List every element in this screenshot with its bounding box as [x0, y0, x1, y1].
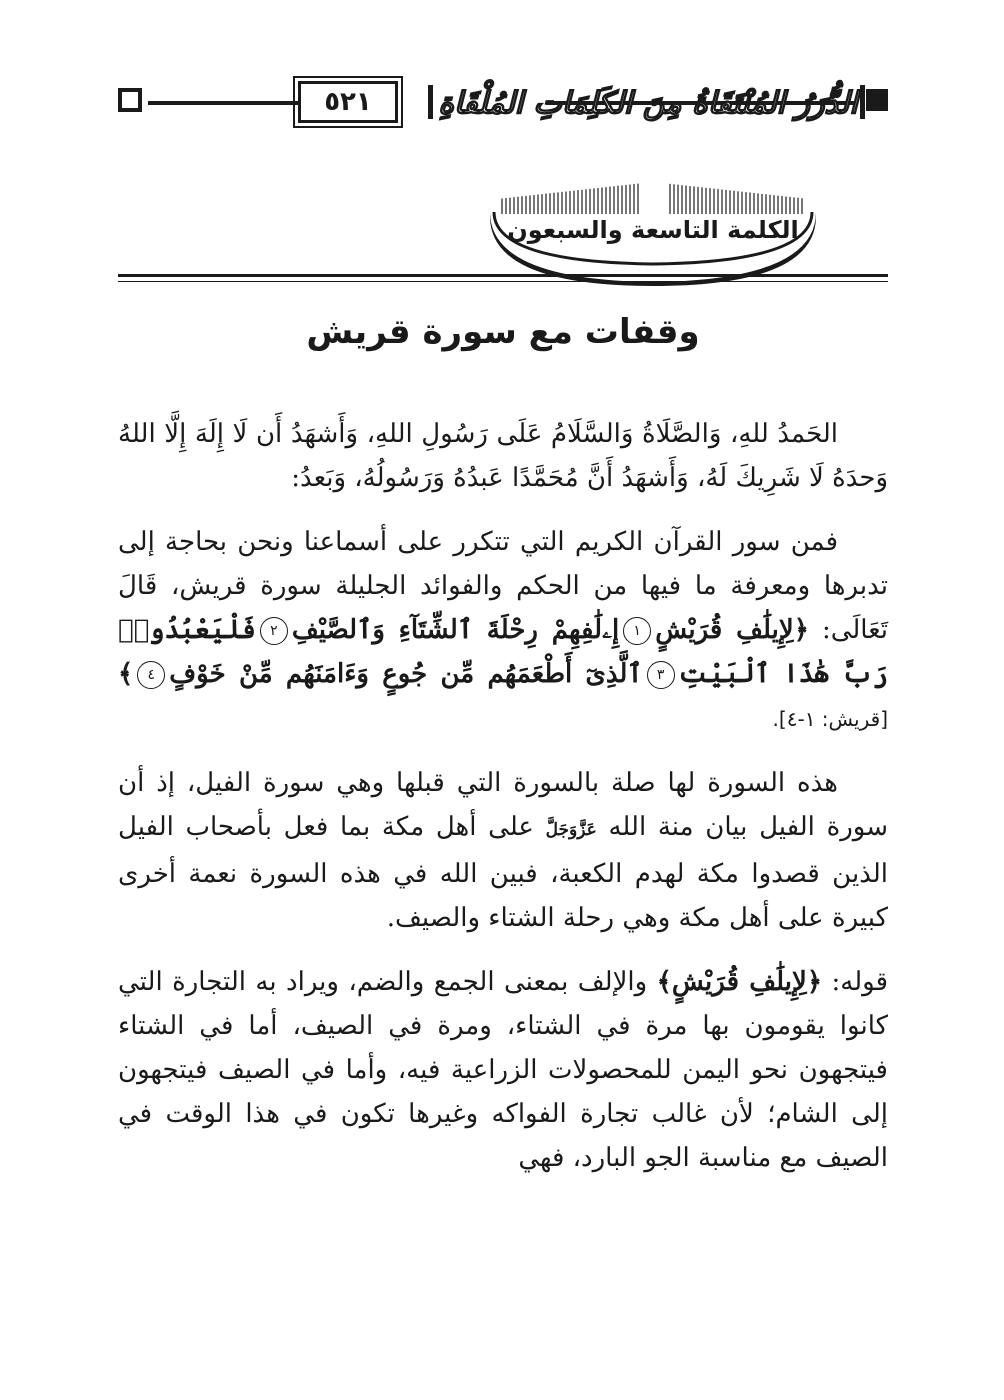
verse-number-marker: ٤ [137, 661, 165, 689]
chapter-label: الكلمة التاسعة والسبعون [507, 216, 799, 244]
verse-number-marker: ٢ [260, 617, 288, 645]
verse-text: إِۦلَٰفِهِمْ رِحْلَةَ ٱلشِّتَآءِ وَٱلصَّيْفِ [291, 615, 620, 645]
opening-praise-text: الحَمدُ للهِ، وَالصَّلَاةُ وَالسَّلَامُ عَلَى رَسُولِ اللهِ، وَأَشهَدُ أَن لَا إِلَهَ إِلَّا اللهُ وَحدَهُ لَا شَرِيكَ لَهُ، وَأَشهَدُ أَنَّ مُحَمَّدًا عَبدُهُ وَرَسُولُهُ، وَبَعدُ: [118, 419, 888, 493]
verse-number-marker: ١ [623, 617, 651, 645]
explanation-lead: قوله: [831, 967, 889, 997]
paragraph-explanation [118, 960, 888, 1180]
honorific-glyph: عَزَّوَجَلَّ [545, 820, 597, 840]
book-title: الدُّرَرُ المُنْتَقَاةُ مِنَ الكَلِمَاتِ المُلْقَاةِ [438, 85, 858, 121]
quran-close-bracket: ﴾ [118, 659, 134, 689]
verse-text: لِإِيلَٰفِ قُرَيْشٍ [655, 615, 794, 645]
page-number: ٥٢١ [298, 81, 398, 123]
title-rule-thin [118, 281, 888, 282]
header-rule-left [148, 101, 298, 105]
verse-text: ٱلَّذِىٓ أَطْعَمَهُم مِّن جُوعٍ وَءَامَنَهُم مِّنْ خَوْفٍ [169, 659, 643, 689]
quran-quote-inline: ﴿لِإِيلَٰفِ قُرَيْشٍ﴾ [656, 967, 823, 997]
quran-quote [118, 615, 888, 689]
explanation-text: والإلف بمعنى الجمع والضم، ويراد به التجارة التي كانوا يقومون بها مرة في الشتاء، ومرة في الصيف، أما في الشتاء فيتجهون نحو اليمن للمحصولات الزراعية فيه، وأما في الصيف فيتجهون إلى الشام؛ لأن غالب تجارة الفواكه وغيرها تكون في هذا الوقت في الصيف مع مناسبة الجو البارد، فهي [118, 967, 888, 1173]
connection-text-end: على أهل مكة بما فعل بأصحاب الفيل الذين قصدوا مكة لهدم الكعبة، فبين الله في هذه السورة نعمة أخرى كبيرة على أهل مكة وهي رحلة الشتاء والصيف. [118, 812, 888, 933]
verse-number-marker: ٣ [647, 661, 675, 689]
surah-intro-text: فمن سور القرآن الكريم التي تتكرر على أسماعنا ونحن بحاجة إلى تدبرها ومعرفة ما فيها من الحكم والفوائد الجليلة سورة قريش، قَالَ تَعَالَى: [118, 527, 889, 645]
quran-open-bracket: ﴿ [793, 615, 809, 645]
chapter-cartouche [488, 176, 818, 286]
page-title: وقفات مع سورة قريش [306, 312, 700, 352]
header-ornament-square-outline [118, 88, 142, 112]
running-header [118, 78, 888, 128]
header-ornament-square-filled [866, 89, 888, 111]
body-text [118, 412, 888, 1200]
header-divider-bar [428, 85, 433, 119]
paragraph-connection [118, 761, 888, 940]
connection-text-start: هذه السورة لها صلة بالسورة التي قبلها وهي سورة الفيل، إذ أن سورة الفيل بيان منة الله [118, 768, 888, 842]
verse-text: فَلْيَعْبُدُوا۟ رَبَّ هَٰذَا ٱلْبَيْتِ [118, 615, 888, 689]
paragraph-opening-praise [118, 412, 888, 500]
title-rule-thick [118, 274, 888, 277]
paragraph-surah-intro [118, 520, 888, 741]
header-divider-bar [860, 85, 865, 119]
verse-reference: [قريش: ١-٤]. [772, 707, 888, 731]
